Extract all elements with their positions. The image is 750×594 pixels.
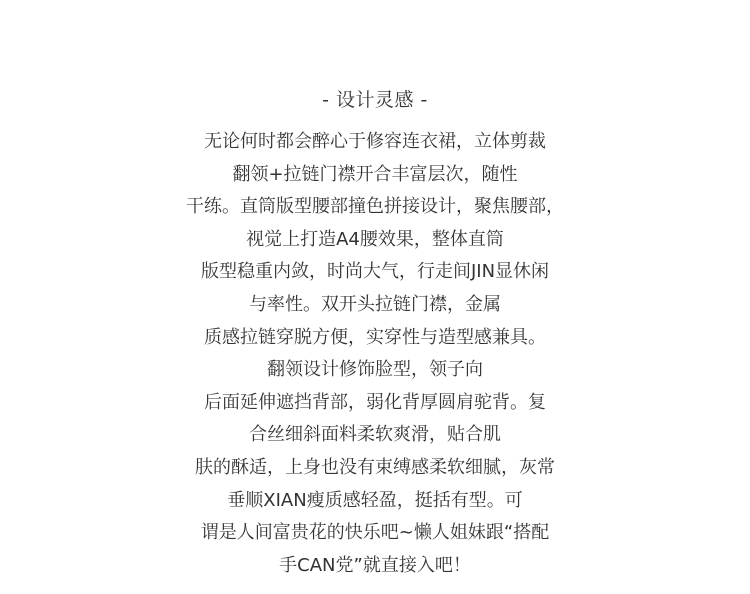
text-line: 视觉上打造A4腰效果，整体直筒 — [246, 228, 504, 250]
text-line: 垂顺XIAN瘦质感轻盈，挺括有型。可 — [227, 489, 523, 511]
text-line: 谓是人间富贵花的快乐吧~懒人姐妹跟“搭配 — [200, 522, 550, 544]
text-line: 翻领设计修饰脸型，领子向 — [267, 359, 483, 381]
text-line: 肤的酥适，上身也没有束缚感柔软细腻，灰常 — [195, 456, 555, 478]
text-line: 无论何时都会醉心于修容连衣裙，立体剪裁 — [204, 131, 546, 152]
description-text — [0, 126, 750, 582]
text-line: 与率性。双开头拉链门襟，金属 — [249, 293, 501, 315]
design-inspiration-section — [0, 83, 750, 582]
text-line: 后面延伸遮挡背部，弱化背厚圆肩驼背。复 — [204, 391, 546, 413]
section-title: - 设计灵感 - — [322, 89, 428, 111]
text-line: 合丝细斜面料柔软爽滑，贴合肌 — [249, 424, 501, 446]
text-line: 干练。直筒版型腰部撞色拼接设计，聚焦腰部， — [186, 196, 564, 218]
text-line: 版型稳重内敛，时尚大气，行走间JIN显休闲 — [200, 261, 550, 283]
text-line: 翻领+拉链门襟开合丰富层次，随性 — [232, 163, 518, 185]
text-line: 质感拉链穿脱方便，实穿性与造型感兼具。 — [204, 326, 546, 348]
text-line: 手CAN党”就直接入吧！ — [279, 554, 471, 576]
